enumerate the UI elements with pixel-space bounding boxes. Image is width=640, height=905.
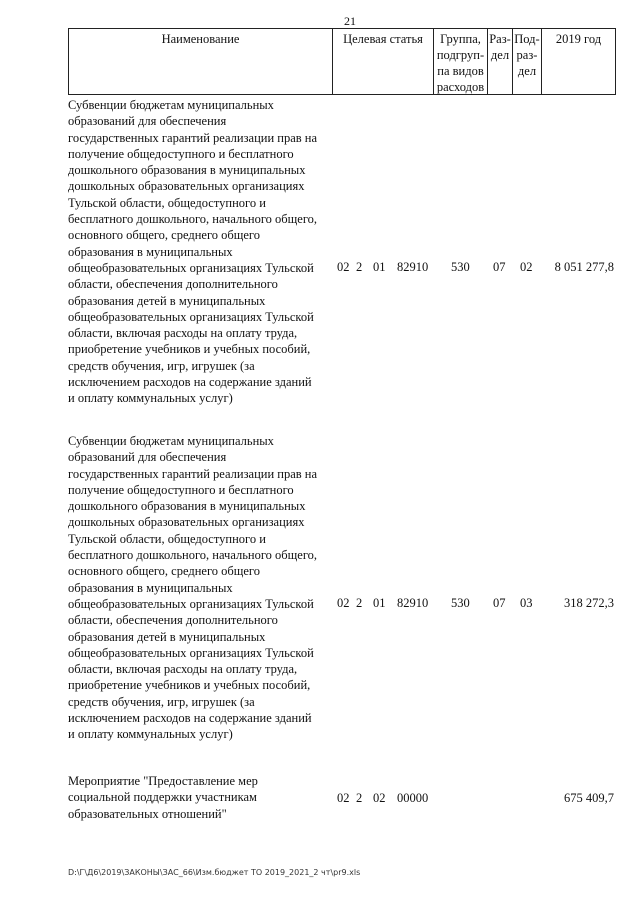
podrazdel-code: 02 [520,260,533,274]
name-line: дошкольного образования в муниципальных [68,163,306,178]
header-target-article [332,28,434,95]
razdel-code: 07 [493,260,506,274]
name-line: исключением расходов на содержание зданий [68,711,312,726]
name-line: образования в муниципальных [68,244,233,259]
name-line: Субвенции бюджетам муниципальных [68,434,274,448]
name-line: приобретение учебников и учебных пособий, [68,678,311,693]
name-line: области, включая расходы на оплату труда, [68,662,298,677]
name-line: основного общего, среднего общего [68,228,260,243]
name-line: основного общего, среднего общего [68,564,260,579]
name-line: и оплату коммунальных услуг) [68,391,233,406]
header-razdel [487,28,513,95]
header-podrazdel-line: раз- [516,48,538,62]
header-name [68,28,333,95]
name-line: области, обеспечения дополнительного [68,277,278,292]
name-line: области, обеспечения дополнительного [68,613,278,628]
name-line: получение общедоступного и бесплатного [68,482,294,497]
target-code-program: 02 [337,791,350,805]
name-line: средств обучения, игр, игрушек (за [68,694,255,709]
name-line: государственных гарантий реализации прав на [68,130,318,145]
target-code-direction: 00000 [397,791,429,805]
name-line: дошкольных образовательных организациях [68,179,305,194]
header-podrazdel-line: дел [517,64,537,78]
name-line: приобретение учебников и учебных пособий, [68,342,311,357]
name-line: Субвенции бюджетам муниципальных [68,98,274,112]
razdel-code: 07 [493,596,506,610]
header-group-line: расходов [436,80,485,94]
header-group-line: па видов [437,64,484,78]
name-line: образований для обеспечения [68,450,227,465]
target-code-program: 02 [337,596,350,610]
target-code-event: 01 [373,596,386,610]
name-line: общеобразовательных организациях Тульской [68,596,314,611]
header-expense-group [433,28,488,95]
row-name [68,773,336,822]
name-line: бесплатного дошкольного, начального общего, [68,212,318,227]
header-group-line: Группа, [440,32,481,46]
name-line: социальной поддержки участникам [68,790,257,805]
name-line: получение общедоступного и бесплатного [68,146,294,161]
header-target-article-label: Целевая статья [343,32,423,46]
header-razdel-line: Раз- [489,32,511,46]
name-line: образований для обеспечения [68,114,227,129]
name-line: общеобразовательных организациях Тульской [68,260,314,275]
target-code-subprogram: 2 [356,260,363,274]
header-podrazdel-line: Под- [514,32,540,46]
header-podrazdel [512,28,542,95]
name-line: образовательных отношений" [68,806,227,821]
name-line: Тульской области, общедоступного и [68,195,266,210]
name-line: и оплату коммунальных услуг) [68,727,233,742]
expense-group-code: 530 [451,260,470,274]
name-line: Мероприятие "Предоставление мер [68,774,258,788]
name-line: образования в муниципальных [68,580,233,595]
expense-group-code: 530 [451,596,470,610]
target-code-subprogram: 2 [356,596,363,610]
name-line: Тульской области, общедоступного и [68,531,266,546]
file-path-footer: D:\Г\Д6\2019\ЗАКОНЫ\ЗАС_66\Изм.бюджет ТО 2019_2021_2 чт\pr9.xls [68,868,361,877]
target-code-direction: 82910 [397,596,429,610]
header-year [541,28,616,95]
name-line: общеобразовательных организациях Тульской [68,645,314,660]
amount-2019: 675 409,7 [564,791,614,805]
amount-2019: 8 051 277,8 [554,260,614,274]
name-line: средств обучения, игр, игрушек (за [68,358,255,373]
target-code-subprogram: 2 [356,791,363,805]
target-code-event: 02 [373,791,386,805]
target-code-program: 02 [337,260,350,274]
target-code-direction: 82910 [397,260,429,274]
name-line: исключением расходов на содержание зданий [68,375,312,390]
name-line: области, включая расходы на оплату труда, [68,326,298,341]
name-line: общеобразовательных организациях Тульской [68,309,314,324]
header-group-line: подгруп- [436,48,485,62]
name-line: дошкольного образования в муниципальных [68,499,306,514]
name-line: образования детей в муниципальных [68,293,266,308]
name-line: государственных гарантий реализации прав на [68,466,318,481]
name-line: дошкольных образовательных организациях [68,515,305,530]
row-name [68,97,336,407]
header-year-label: 2019 год [555,32,602,46]
target-code-event: 01 [373,260,386,274]
amount-2019: 318 272,3 [564,596,614,610]
podrazdel-code: 03 [520,596,533,610]
header-name-label: Наименование [161,32,240,46]
page-number: 21 [344,14,356,28]
name-line: образования детей в муниципальных [68,629,266,644]
header-razdel-line: дел [490,48,510,62]
row-name [68,433,336,743]
name-line: бесплатного дошкольного, начального общего, [68,548,318,563]
